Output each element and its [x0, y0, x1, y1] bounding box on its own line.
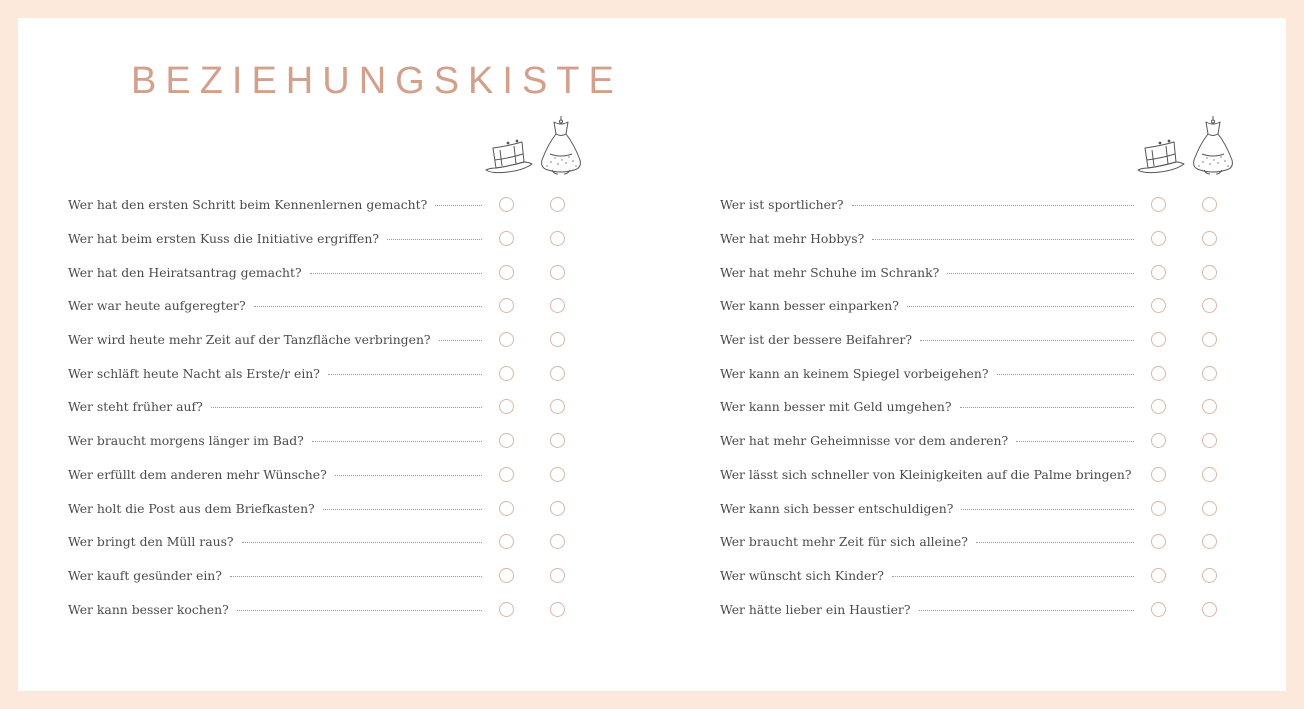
bride-answer-circle[interactable] [1202, 366, 1217, 381]
bride-answer-circle[interactable] [550, 366, 565, 381]
bride-answer-circle[interactable] [550, 332, 565, 347]
page-title: BEZIEHUNGSKISTE [131, 60, 623, 102]
bride-answer-circle[interactable] [550, 467, 565, 482]
bride-answer-circle[interactable] [1202, 501, 1217, 516]
column-icons-right [1136, 114, 1238, 176]
question [720, 602, 1134, 617]
groom-answer-circle[interactable] [499, 231, 514, 246]
groom-answer-circle[interactable] [499, 332, 514, 347]
dotted-leader [920, 340, 1134, 341]
question [68, 501, 482, 516]
question-row [68, 222, 565, 256]
question-text: Wer kann besser einparken? [720, 298, 899, 314]
groom-answer-circle[interactable] [1151, 197, 1166, 212]
question [68, 568, 482, 583]
bride-answer-circle[interactable] [1202, 265, 1217, 280]
groom-answer-circle[interactable] [1151, 366, 1166, 381]
groom-answer-circle[interactable] [499, 265, 514, 280]
question-text: Wer bringt den Müll raus? [68, 534, 234, 550]
question-text: Wer steht früher auf? [68, 399, 203, 415]
question-text: Wer ist sportlicher? [720, 197, 844, 213]
question-row [68, 559, 565, 593]
question-row [720, 188, 1217, 222]
dotted-leader [961, 509, 1134, 510]
groom-answer-circle[interactable] [499, 602, 514, 617]
dotted-leader [254, 306, 482, 307]
question-text: Wer hat beim ersten Kuss die Initiative ergriffen? [68, 231, 379, 247]
groom-answer-circle[interactable] [499, 366, 514, 381]
question-text: Wer braucht mehr Zeit für sich alleine? [720, 534, 968, 550]
dotted-leader [387, 239, 482, 240]
question [720, 568, 1134, 583]
question-text: Wer kann sich besser entschuldigen? [720, 500, 954, 516]
question-row [68, 491, 565, 525]
groom-answer-circle[interactable] [499, 568, 514, 583]
question-row [720, 323, 1217, 357]
question-row [720, 356, 1217, 390]
question-row [720, 222, 1217, 256]
column-icons-left [484, 114, 586, 176]
question-text: Wer wünscht sich Kinder? [720, 567, 884, 583]
dotted-leader [328, 374, 482, 375]
question [720, 501, 1134, 516]
question-text: Wer erfüllt dem anderen mehr Wünsche? [68, 466, 327, 482]
question-list-right [720, 188, 1217, 626]
question-text: Wer hätte lieber ein Haustier? [720, 601, 911, 617]
question [68, 366, 482, 381]
question-row [68, 323, 565, 357]
question-text: Wer wird heute mehr Zeit auf der Tanzfläche verbringen? [68, 332, 431, 348]
bride-answer-circle[interactable] [550, 433, 565, 448]
question [68, 399, 482, 414]
dotted-leader [919, 610, 1135, 611]
question [720, 197, 1134, 212]
dotted-leader [335, 475, 482, 476]
dotted-leader [312, 441, 482, 442]
question-row [720, 289, 1217, 323]
groom-answer-circle[interactable] [499, 433, 514, 448]
dotted-leader [892, 576, 1134, 577]
question [68, 433, 482, 448]
dotted-leader [960, 407, 1134, 408]
bride-answer-circle[interactable] [1202, 399, 1217, 414]
question [68, 602, 482, 617]
question [68, 197, 482, 212]
question-text: Wer kann besser kochen? [68, 601, 229, 617]
dotted-leader [323, 509, 482, 510]
bride-answer-circle[interactable] [550, 534, 565, 549]
question-row [720, 255, 1217, 289]
question [68, 298, 482, 313]
groom-answer-circle[interactable] [499, 467, 514, 482]
dotted-leader [1016, 441, 1134, 442]
question [720, 298, 1134, 313]
question-row [68, 255, 565, 289]
question-row [68, 188, 565, 222]
top-hat-icon [484, 114, 536, 176]
question-text: Wer kann besser mit Geld umgehen? [720, 399, 952, 415]
groom-answer-circle[interactable] [1151, 568, 1166, 583]
question-row [68, 424, 565, 458]
dotted-leader [852, 205, 1134, 206]
wedding-dress-icon [536, 114, 586, 176]
question-text: Wer braucht morgens länger im Bad? [68, 433, 304, 449]
question [720, 332, 1134, 347]
question-row [720, 525, 1217, 559]
dotted-leader [872, 239, 1134, 240]
bride-answer-circle[interactable] [1202, 534, 1217, 549]
groom-answer-circle[interactable] [1151, 467, 1166, 482]
groom-answer-circle[interactable] [1151, 602, 1166, 617]
question [720, 366, 1134, 381]
wedding-dress-icon [1188, 114, 1238, 176]
question [720, 534, 1134, 549]
question-text: Wer schläft heute Nacht als Erste/r ein? [68, 365, 320, 381]
question [68, 467, 482, 482]
question-text: Wer hat den Heiratsantrag gemacht? [68, 264, 302, 280]
dotted-leader [947, 273, 1134, 274]
dotted-leader [435, 205, 482, 206]
question-text: Wer lässt sich schneller von Kleinigkeiten auf die Palme bringen? [720, 466, 1132, 482]
bride-answer-circle[interactable] [550, 501, 565, 516]
groom-answer-circle[interactable] [1151, 231, 1166, 246]
question-row [68, 525, 565, 559]
question [720, 265, 1134, 280]
groom-answer-circle[interactable] [499, 399, 514, 414]
question-text: Wer holt die Post aus dem Briefkasten? [68, 500, 315, 516]
groom-answer-circle[interactable] [1151, 501, 1166, 516]
question-text: Wer hat mehr Geheimnisse vor dem anderen? [720, 433, 1009, 449]
groom-answer-circle[interactable] [499, 298, 514, 313]
dotted-leader [439, 340, 482, 341]
question-text: Wer hat den ersten Schritt beim Kennenlernen gemacht? [68, 197, 428, 213]
bride-answer-circle[interactable] [1202, 298, 1217, 313]
dotted-leader [976, 542, 1134, 543]
question-text: Wer kann an keinem Spiegel vorbeigehen? [720, 365, 989, 381]
bride-answer-circle[interactable] [550, 568, 565, 583]
dotted-leader [997, 374, 1134, 375]
question [720, 433, 1134, 448]
page [18, 18, 1286, 691]
groom-answer-circle[interactable] [1151, 265, 1166, 280]
bride-answer-circle[interactable] [550, 197, 565, 212]
question [720, 467, 1134, 482]
question [68, 231, 482, 246]
question [68, 534, 482, 549]
bride-answer-circle[interactable] [550, 298, 565, 313]
dotted-leader [907, 306, 1134, 307]
groom-answer-circle[interactable] [499, 501, 514, 516]
groom-answer-circle[interactable] [499, 197, 514, 212]
groom-answer-circle[interactable] [1151, 332, 1166, 347]
groom-answer-circle[interactable] [1151, 534, 1166, 549]
question [720, 399, 1134, 414]
question-row [68, 390, 565, 424]
question-row [720, 592, 1217, 626]
dotted-leader [242, 542, 482, 543]
dotted-leader [310, 273, 482, 274]
bride-answer-circle[interactable] [1202, 433, 1217, 448]
groom-answer-circle[interactable] [499, 534, 514, 549]
bride-answer-circle[interactable] [1202, 602, 1217, 617]
question [68, 265, 482, 280]
groom-answer-circle[interactable] [1151, 399, 1166, 414]
question [720, 231, 1134, 246]
question-row [720, 458, 1217, 492]
question-list-left [68, 188, 565, 626]
question-text: Wer war heute aufgeregter? [68, 298, 246, 314]
bride-answer-circle[interactable] [1202, 467, 1217, 482]
question-row [68, 592, 565, 626]
bride-answer-circle[interactable] [550, 602, 565, 617]
top-hat-icon [1136, 114, 1188, 176]
dotted-leader [230, 576, 482, 577]
question-row [720, 424, 1217, 458]
bride-answer-circle[interactable] [550, 399, 565, 414]
bride-answer-circle[interactable] [550, 231, 565, 246]
question-row [68, 356, 565, 390]
question-text: Wer ist der bessere Beifahrer? [720, 332, 912, 348]
groom-answer-circle[interactable] [1151, 298, 1166, 313]
question-text: Wer hat mehr Schuhe im Schrank? [720, 264, 940, 280]
question-text: Wer hat mehr Hobbys? [720, 231, 865, 247]
groom-answer-circle[interactable] [1151, 433, 1166, 448]
bride-answer-circle[interactable] [1202, 332, 1217, 347]
question-row [720, 491, 1217, 525]
question-row [720, 390, 1217, 424]
dotted-leader [237, 610, 482, 611]
bride-answer-circle[interactable] [550, 265, 565, 280]
bride-answer-circle[interactable] [1202, 197, 1217, 212]
bride-answer-circle[interactable] [1202, 231, 1217, 246]
question-text: Wer kauft gesünder ein? [68, 567, 222, 583]
question [68, 332, 482, 347]
question-row [720, 559, 1217, 593]
dotted-leader [211, 407, 482, 408]
question-row [68, 458, 565, 492]
bride-answer-circle[interactable] [1202, 568, 1217, 583]
question-row [68, 289, 565, 323]
